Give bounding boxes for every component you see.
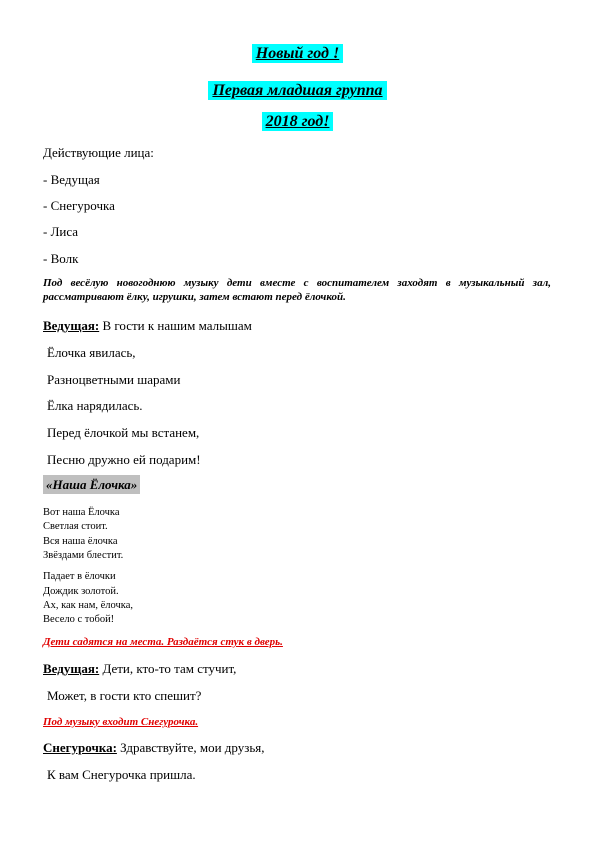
- host-2-line-1: [43, 661, 236, 677]
- host-line-3: Разноцветными шарами: [47, 372, 181, 387]
- host-2-line-1-text: Дети, кто-то там стучит,: [99, 661, 237, 676]
- host-line-1-text: В гости к нашим малышам: [99, 318, 252, 333]
- speaker-host: Ведущая:: [43, 318, 100, 333]
- snegurochka-line-1-text: Здравствуйте, мои друзья,: [116, 740, 265, 755]
- title-year: [0, 112, 595, 132]
- snegurochka-line-1: [43, 740, 265, 756]
- host-line-5: Перед ёлочкой мы встанем,: [47, 425, 200, 440]
- cast-item-snegurochka: - Снегурочка: [43, 198, 115, 213]
- stage-direction-enter: Под музыку входит Снегурочка.: [43, 716, 199, 728]
- cast-item-fox: - Лиса: [43, 224, 79, 239]
- song-title-text: «Наша Ёлочка»: [43, 475, 140, 494]
- host-2-line-2: Может, в гости кто спешит?: [47, 688, 202, 703]
- verse-2-line-1: Падает в ёлочки: [43, 571, 116, 582]
- title-year-text: 2018 год!: [262, 112, 334, 131]
- verse-2-line-4: Весело с тобой!: [43, 614, 115, 625]
- speaker-snegurochka: Снегурочка:: [43, 740, 117, 755]
- title-group: [0, 81, 595, 101]
- host-line-1: [43, 318, 252, 334]
- intro-stage-direction: Под весёлую новогоднюю музыку дети вместе с воспитателем заходят в музыкальный зал, рассматривают ёлку, игрушки, затем встают перед ёлочкой.: [43, 277, 551, 303]
- host-line-2: Ёлочка явилась,: [47, 345, 136, 360]
- cast-item-host: - Ведущая: [43, 172, 100, 187]
- verse-1-line-3: Вся наша ёлочка: [43, 536, 118, 547]
- cast-heading: Действующие лица:: [43, 145, 154, 160]
- title-new-year-text: Новый год !: [252, 44, 343, 63]
- song-title: [43, 477, 140, 493]
- speaker-host-2: Ведущая:: [43, 661, 100, 676]
- cast-item-wolf: - Волк: [43, 251, 79, 266]
- title-new-year: [0, 44, 595, 64]
- verse-1-line-1: Вот наша Ёлочка: [43, 507, 120, 518]
- snegurochka-line-2: К вам Снегурочка пришла.: [47, 767, 196, 782]
- host-line-4: Ёлка нарядилась.: [47, 398, 143, 413]
- verse-1-line-2: Светлая стоит.: [43, 521, 108, 532]
- title-group-text: Первая младшая группа: [208, 81, 386, 100]
- stage-direction-sit: Дети садятся на места. Раздаётся стук в дверь.: [43, 636, 283, 648]
- host-line-6: Песню дружно ей подарим!: [47, 452, 201, 467]
- verse-2-line-3: Ах, как нам, ёлочка,: [43, 600, 133, 611]
- verse-1-line-4: Звёздами блестит.: [43, 550, 124, 561]
- verse-2-line-2: Дождик золотой.: [43, 586, 119, 597]
